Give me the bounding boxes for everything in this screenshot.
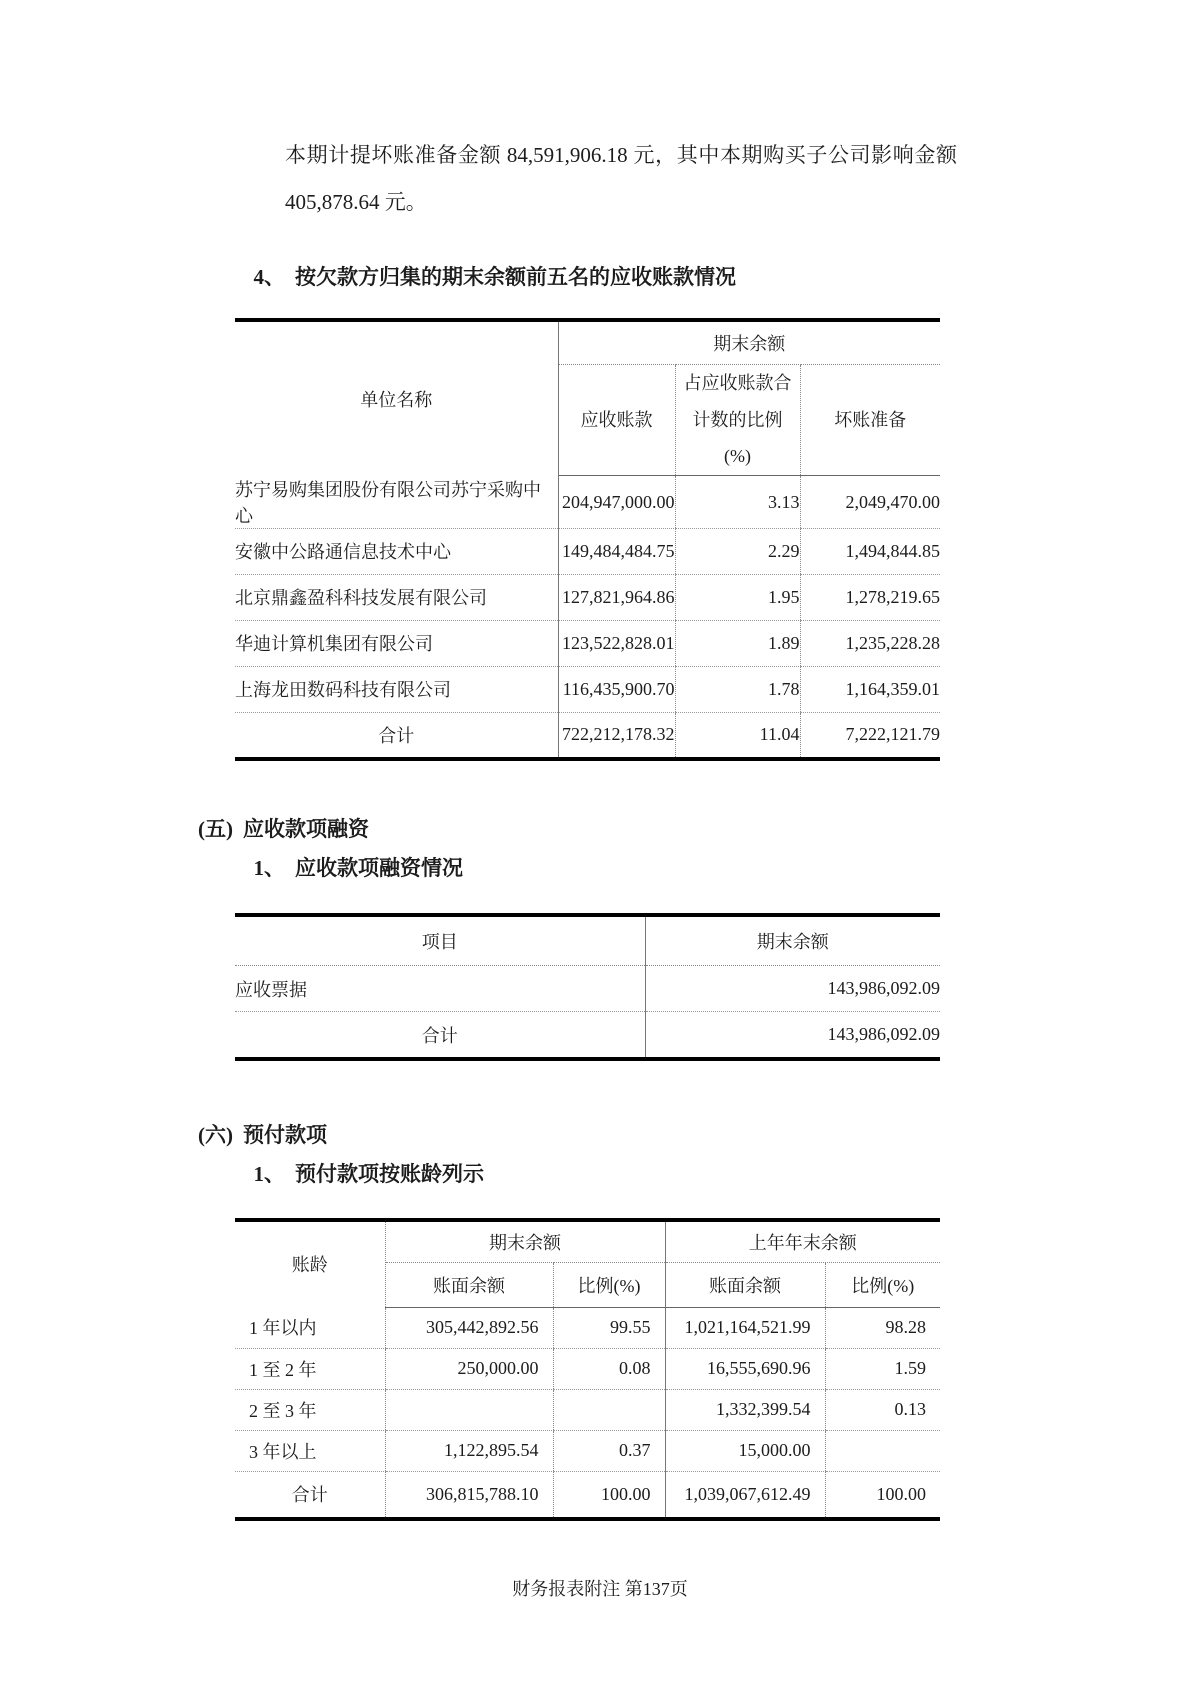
section6-item-number: 1、 <box>253 1162 285 1187</box>
cell-company-name: 华迪计算机集团有限公司 <box>235 620 558 666</box>
cell-ar-amount: 149,484,484.75 <box>558 528 675 574</box>
section6-heading <box>165 1123 1200 1148</box>
cell-ar-amount: 123,522,828.01 <box>558 620 675 666</box>
table-total-row <box>235 712 940 759</box>
cell-ratio <box>825 1430 940 1471</box>
cell-total-label: 合计 <box>291 1485 328 1506</box>
table-row <box>235 620 940 666</box>
header-book-balance: 账面余额 <box>385 1262 553 1307</box>
cell-ar-amount: 127,821,964.86 <box>558 574 675 620</box>
cell-book-balance: 250,000.00 <box>385 1348 553 1389</box>
cell-book-balance: 15,000.00 <box>665 1430 825 1471</box>
cell-ratio: 0.37 <box>553 1430 665 1471</box>
cell-book-balance <box>385 1389 553 1430</box>
prepayments-aging-table <box>235 1218 940 1521</box>
table-row <box>235 1430 940 1471</box>
cell-aging: 2 至 3 年 <box>235 1389 385 1430</box>
header-book-balance: 账面余额 <box>665 1262 825 1307</box>
section6-subheading <box>233 1162 1200 1187</box>
cell-ar-amount: 116,435,900.70 <box>558 666 675 712</box>
page-footer: 财务报表附注 第137页 <box>512 1578 688 1599</box>
cell-aging: 1 年以内 <box>235 1307 385 1348</box>
header-ratio <box>675 364 800 476</box>
cell-ratio: 98.28 <box>825 1307 940 1348</box>
section5-heading <box>165 817 1200 842</box>
header-ratio-label: 占应收账款合计数的比例 <box>683 372 792 430</box>
cell-ratio: 1.59 <box>825 1348 940 1389</box>
header-aging: 账龄 <box>235 1220 385 1308</box>
section6-item-title: 预付款项按账龄列示 <box>295 1162 484 1187</box>
receivables-financing-table <box>235 913 940 1061</box>
table-total-row <box>235 1471 940 1519</box>
cell-ratio: 2.29 <box>675 528 800 574</box>
cell-aging: 3 年以上 <box>235 1430 385 1471</box>
cell-book-balance: 305,442,892.56 <box>385 1307 553 1348</box>
section5-title: 应收款项融资 <box>243 816 369 841</box>
cell-company-name: 北京鼎鑫盈科科技发展有限公司 <box>235 574 558 620</box>
section4-heading <box>233 265 1200 290</box>
cell-total-book-balance: 1,039,067,612.49 <box>665 1471 825 1519</box>
cell-ratio: 1.89 <box>675 620 800 666</box>
header-item: 项目 <box>235 915 645 966</box>
cell-bad-debt: 2,049,470.00 <box>800 476 940 529</box>
header-bad-debt-provision: 坏账准备 <box>800 364 940 476</box>
table-row <box>235 476 940 529</box>
cell-ratio: 1.95 <box>675 574 800 620</box>
table-row <box>235 1307 940 1348</box>
header-ratio: 比例(%) <box>553 1262 665 1307</box>
cell-total-label: 合计 <box>421 1025 458 1046</box>
table-row <box>235 966 940 1012</box>
header-prior-year-balance: 上年年末余额 <box>665 1220 940 1263</box>
cell-total-ratio: 11.04 <box>675 712 800 759</box>
cell-ratio <box>553 1389 665 1430</box>
table-row <box>235 1348 940 1389</box>
top5-receivables-table <box>235 318 940 761</box>
section5-number: (五) <box>198 816 233 841</box>
header-period-balance: 期末余额 <box>385 1220 665 1263</box>
cell-bad-debt: 1,278,219.65 <box>800 574 940 620</box>
table-row <box>235 666 940 712</box>
cell-total-ratio: 100.00 <box>825 1471 940 1519</box>
cell-total-bad-debt: 7,222,121.79 <box>800 712 940 759</box>
cell-total-book-balance: 306,815,788.10 <box>385 1471 553 1519</box>
cell-item: 应收票据 <box>235 966 645 1012</box>
table-row <box>235 574 940 620</box>
cell-company-name: 上海龙田数码科技有限公司 <box>235 666 558 712</box>
section5-item-number: 1、 <box>253 856 285 881</box>
cell-book-balance: 16,555,690.96 <box>665 1348 825 1389</box>
cell-ratio: 0.08 <box>553 1348 665 1389</box>
cell-bad-debt: 1,494,844.85 <box>800 528 940 574</box>
cell-company-name: 安徽中公路通信息技术中心 <box>235 528 558 574</box>
section5-subheading <box>233 856 1200 881</box>
section4-number: 4、 <box>253 264 285 289</box>
cell-total-ar: 722,212,178.32 <box>562 724 675 745</box>
cell-ar-amount: 204,947,000.00 <box>558 476 675 529</box>
intro-paragraph: 本期计提坏账准备金额 84,591,906.18 元，其中本期购买子公司影响金额 405,878.64 元。 <box>285 143 957 215</box>
table-header-row <box>235 915 940 966</box>
header-ratio: 比例(%) <box>825 1262 940 1307</box>
cell-total-label: 合计 <box>235 712 558 759</box>
table-header-group-row <box>235 320 940 365</box>
table-row <box>235 528 940 574</box>
cell-bad-debt: 1,235,228.28 <box>800 620 940 666</box>
header-period-balance: 期末余额 <box>645 915 940 966</box>
section6-number: (六) <box>198 1123 233 1148</box>
cell-ratio: 3.13 <box>675 476 800 529</box>
cell-aging: 1 至 2 年 <box>235 1348 385 1389</box>
cell-company-name: 苏宁易购集团股份有限公司苏宁采购中心 <box>235 476 558 529</box>
header-period-balance: 期末余额 <box>558 320 940 365</box>
cell-total-amount: 143,986,092.09 <box>645 1012 940 1060</box>
cell-ratio: 99.55 <box>553 1307 665 1348</box>
cell-book-balance: 1,021,164,521.99 <box>665 1307 825 1348</box>
section4-title: 按欠款方归集的期末余额前五名的应收账款情况 <box>295 264 736 289</box>
table-row <box>235 1389 940 1430</box>
cell-book-balance: 1,332,399.54 <box>665 1389 825 1430</box>
table-total-row <box>235 1012 940 1060</box>
section5-item-title: 应收款项融资情况 <box>295 856 463 881</box>
header-ratio-unit: (%) <box>724 446 751 467</box>
cell-ratio: 1.78 <box>675 666 800 712</box>
cell-book-balance: 1,122,895.54 <box>385 1430 553 1471</box>
cell-ratio: 0.13 <box>825 1389 940 1430</box>
header-accounts-receivable: 应收账款 <box>558 364 675 476</box>
header-company-name: 单位名称 <box>235 320 558 476</box>
cell-total-ratio: 100.00 <box>553 1471 665 1519</box>
cell-amount: 143,986,092.09 <box>645 966 940 1012</box>
section6-title: 预付款项 <box>243 1123 327 1148</box>
cell-bad-debt: 1,164,359.01 <box>800 666 940 712</box>
table-header-group-row <box>235 1220 940 1263</box>
